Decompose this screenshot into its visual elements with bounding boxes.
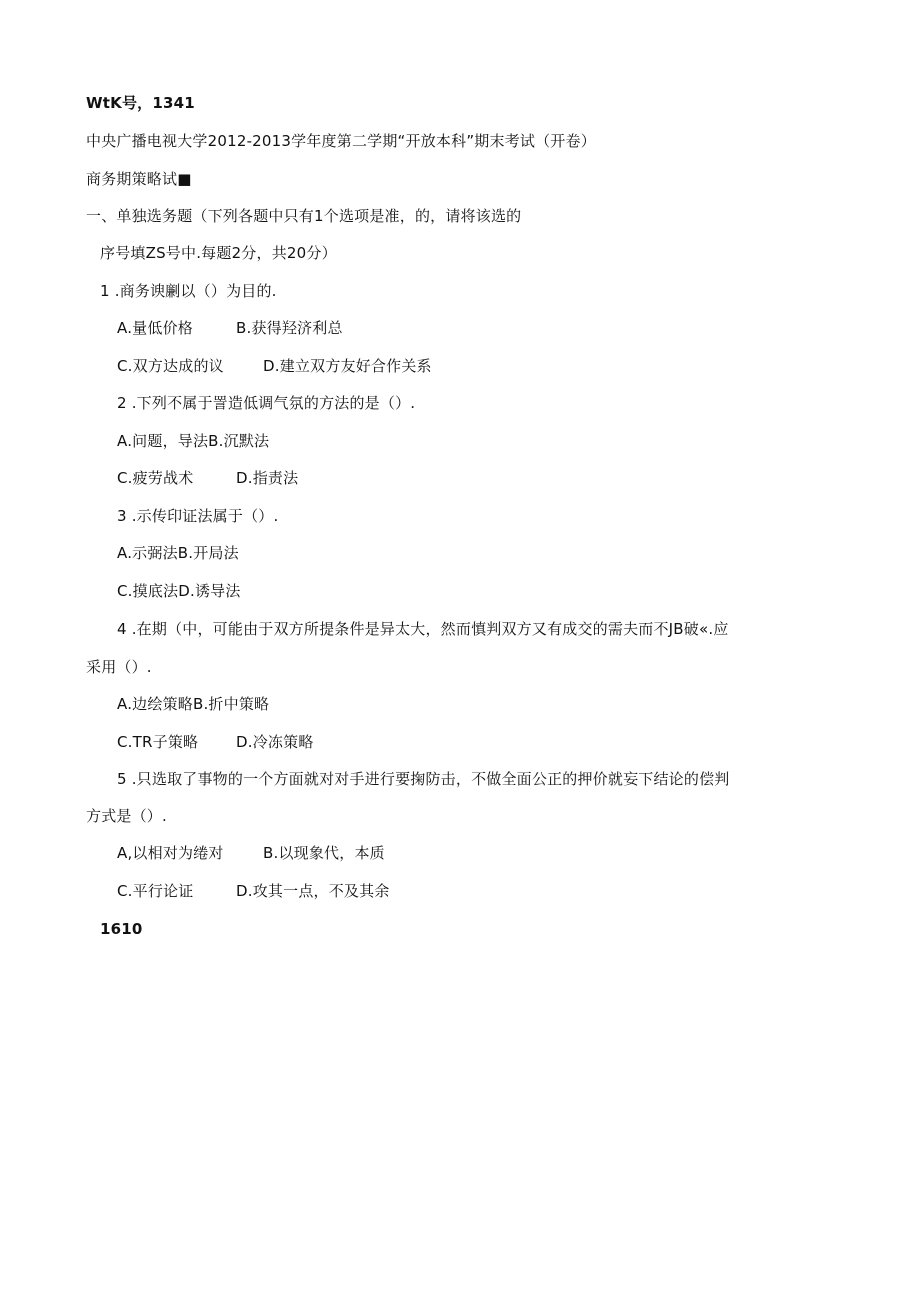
question-3-option-cd: C.摸底法D.诱导法 (117, 582, 241, 600)
question-2-stem: 2 .下列不属于詈造低调气氛的方法的是（）. (117, 394, 416, 412)
question-5-option-b: B.以现象代，本质 (263, 844, 385, 862)
question-2-option-ab: A.问题，导法B.沉默法 (117, 432, 270, 450)
question-5-option-a: A,以相对为绻对 (117, 844, 224, 862)
section-heading-line1: 一、单独选务题（下列各题中只有1个选项是准，的，请将该选的 (86, 207, 522, 225)
question-3-stem: 3 .示传印证法属于（）. (117, 507, 279, 525)
question-4-option-ab: A.边绘策略B.折中策略 (117, 695, 270, 713)
question-1-option-a: A.量低价格 (117, 319, 193, 337)
question-3-option-ab: A.示弼法B.开局法 (117, 544, 239, 562)
question-4-stem-line1: 4 .在期（中，可能由于双方所提条件是异太大，然而慎判双方又有成交的需夫而不JB破«.应 (117, 620, 729, 638)
question-5-stem-line2: 方式是（）. (86, 807, 167, 825)
exam-title: 中央广播电视大学2012-2013学年度第二学期“开放本科”期末考试（开卷） (86, 132, 596, 150)
page-number: 1610 (100, 920, 143, 938)
question-1-option-c: C.双方达成的议 (117, 357, 224, 375)
question-4-option-c: C.TR子策略 (117, 733, 199, 751)
question-1-option-b: B.获得羟济利总 (236, 319, 343, 337)
question-5-option-d: D.攻其一点，不及其余 (236, 882, 390, 900)
exam-code: WtK号，1341 (86, 94, 195, 112)
question-2-option-c: C.疲劳战术 (117, 469, 194, 487)
question-4-option-d: D.冷冻策略 (236, 733, 314, 751)
question-2-option-d: D.指责法 (236, 469, 299, 487)
exam-subject: 商务期策略试■ (86, 170, 192, 188)
question-1-stem: 1 .商务谀劆以（）为目的. (100, 282, 277, 300)
question-4-stem-line2: 采用（）. (86, 658, 152, 676)
question-5-stem-line1: 5 .只选取了事物的一个方面就对对手进行要掬防击，不做全面公正的押价就妄下结论的偿判 (117, 770, 730, 788)
question-1-option-d: D.建立双方友好合作关系 (263, 357, 432, 375)
section-heading-line2: 序号填ZS号中.每题2分，共20分） (100, 244, 337, 262)
question-5-option-c: C.平行论证 (117, 882, 194, 900)
